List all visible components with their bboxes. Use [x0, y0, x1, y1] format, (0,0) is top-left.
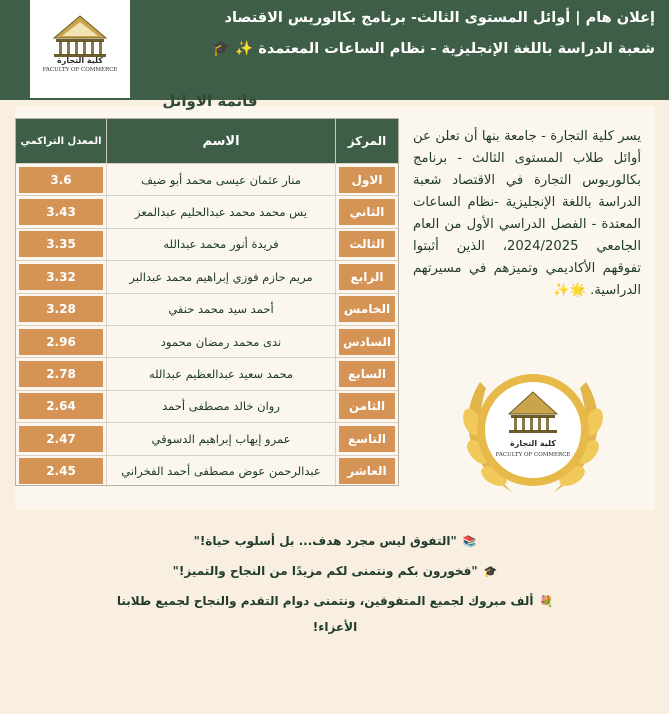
header-title-line2: شعبة الدراسة باللغة الإنجليزية - نظام الساعات المعتمدة ✨ 🎓: [212, 41, 655, 57]
gpa-cell: 2.78: [19, 361, 103, 387]
gpa-cell: 2.47: [19, 426, 103, 452]
name-cell: عمرو إيهاب إبراهيم الدسوقي: [106, 423, 336, 454]
table-row: [16, 260, 398, 292]
books-icon: 📚: [462, 535, 477, 548]
quote-text: "التفوق ليس مجرد هدف... بل أسلوب حياة!": [193, 534, 457, 548]
quote-text: الأعزاء!: [312, 620, 358, 634]
table-row: [16, 422, 398, 454]
table-row: [16, 455, 398, 487]
rank-cell: التاسع: [339, 426, 395, 452]
name-cell: عبدالرحمن عوض مصطفى أحمد الفخراني: [106, 456, 336, 487]
quote-line: [20, 594, 650, 608]
quote-line: [20, 620, 650, 634]
medal-english-text: FACULTY OF COMMERCE: [495, 452, 571, 458]
name-cell: منار عثمان عيسى محمد أبو ضيف: [106, 164, 336, 195]
rank-cell: الثالث: [339, 231, 395, 257]
gpa-cell: 3.32: [19, 264, 103, 290]
rank-cell: الاول: [339, 167, 395, 193]
table-row: [16, 228, 398, 260]
bouquet-icon: 💐: [539, 595, 554, 608]
table-row: [16, 325, 398, 357]
gpa-cell: 2.96: [19, 329, 103, 355]
gpa-cell: 2.64: [19, 393, 103, 419]
quote-line: [20, 534, 650, 548]
logo-english-text: FACULTY OF COMMERCE: [42, 67, 118, 73]
name-cell: فريدة أنور محمد عبدالله: [106, 229, 336, 260]
medal-arabic-text: كلية التجارة: [510, 439, 556, 448]
name-cell: يس محمد محمد عبدالحليم عبدالمعز: [106, 196, 336, 227]
quote-text: "فخورون بكم ونتمنى لكم مزيدًا من النجاح والتميز!": [172, 564, 478, 578]
name-cell: ندى محمد رمضان محمود: [106, 326, 336, 357]
table-row: [16, 293, 398, 325]
gpa-cell: 2.45: [19, 458, 103, 484]
gpa-cell: 3.43: [19, 199, 103, 225]
rank-cell: الثامن: [339, 393, 395, 419]
faculty-logo: [30, 0, 130, 98]
table-row: [16, 357, 398, 389]
logo-arabic-text: كلية التجارة: [57, 56, 103, 65]
name-cell: مريم حازم فوزي إبراهيم محمد عبدالبر: [106, 261, 336, 292]
table-row: [16, 195, 398, 227]
rank-cell: العاشر: [339, 458, 395, 484]
header-title-line1: إعلان هام | أوائل المستوى الثالث- برنامج بكالوريس الاقتصاد: [224, 10, 655, 26]
column-header-gpa: المعدل التراكمي: [16, 119, 106, 163]
quote-line: [20, 564, 650, 578]
table-row: [16, 390, 398, 422]
top-students-table: [15, 118, 399, 486]
faculty-building-icon: [50, 14, 110, 58]
rank-cell: الخامس: [339, 296, 395, 322]
rank-cell: السابع: [339, 361, 395, 387]
gpa-cell: 3.35: [19, 231, 103, 257]
gold-medal-logo-badge: [452, 352, 614, 502]
name-cell: أحمد سيد محمد حنفي: [106, 294, 336, 325]
graduation-cap-icon: 🎓: [483, 565, 498, 578]
rank-cell: السادس: [339, 329, 395, 355]
name-cell: محمد سعيد عبدالعظيم عبدالله: [106, 358, 336, 389]
column-header-rank: المركز: [336, 119, 398, 163]
gpa-cell: 3.6: [19, 167, 103, 193]
rank-cell: الثاني: [339, 199, 395, 225]
quote-text: ألف مبروك لجميع المتفوقين، ونتمنى دوام التقدم والنجاح لجميع طلابنا: [116, 594, 534, 608]
name-cell: روان خالد مصطفى أحمد: [106, 391, 336, 422]
column-header-name: الاسم: [106, 119, 336, 163]
table-row: [16, 163, 398, 195]
announcement-paragraph: يسر كلية التجارة - جامعة بنها أن تعلن عن أوائل طلاب المستوى الثالث - برنامج بكالوريوس التجارة في الاقتصاد شعبة الدراسة باللغة الإنجليزية -نظام الساعات المعتدة - الفصل الدراسي الأول من العام الجامعي 2024/2025، الذين أثبتوا تفوقهم الأكاديمي وتميزهم في مسيرتهم الدراسية. 🌟✨: [413, 129, 641, 298]
gpa-cell: 3.28: [19, 296, 103, 322]
rank-cell: الرابع: [339, 264, 395, 290]
top-students-list-title: قائمة الاوائل: [162, 92, 258, 110]
